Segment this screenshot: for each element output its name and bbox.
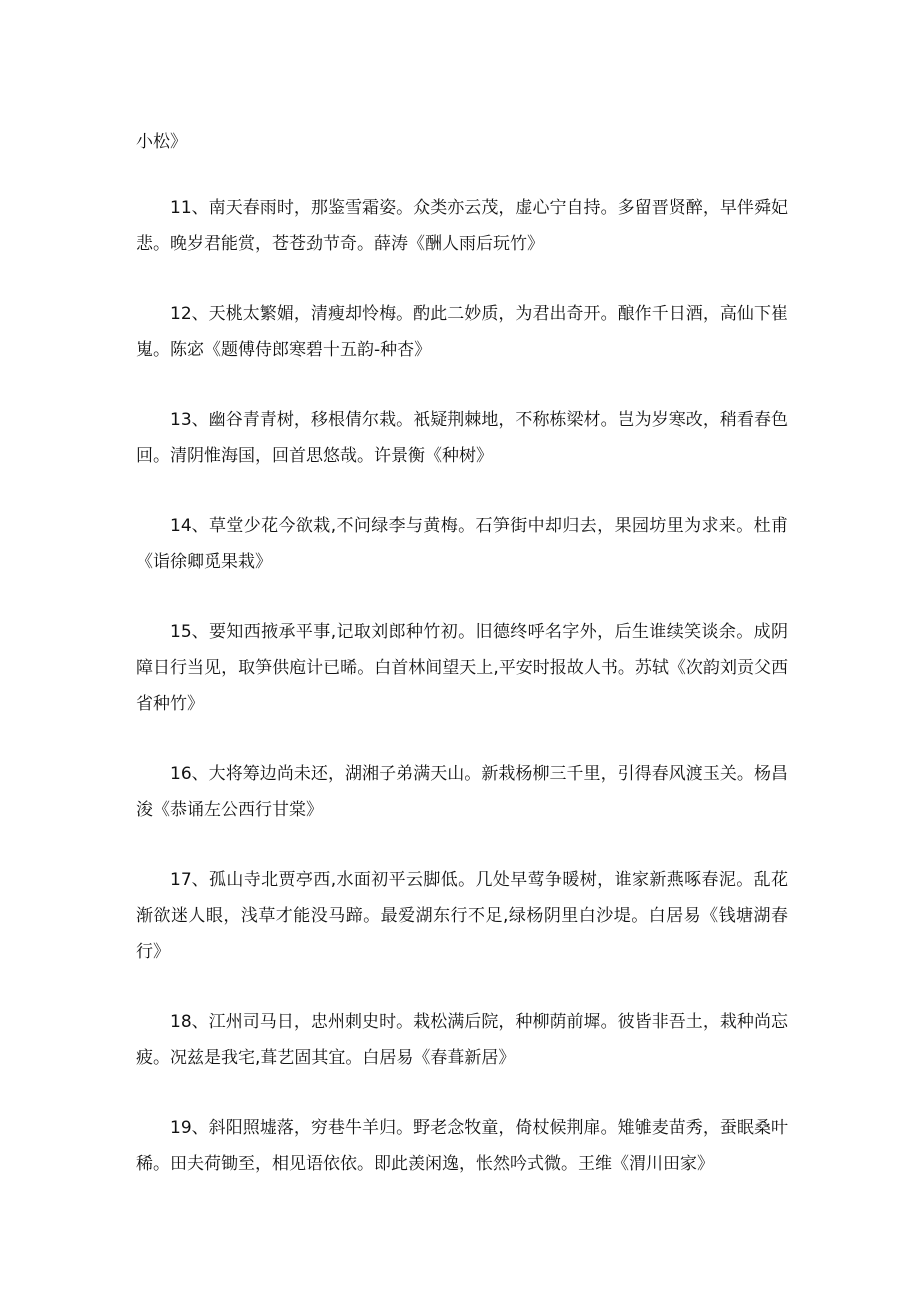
poem-number: 17、 — [170, 870, 209, 890]
document-body — [136, 124, 788, 1216]
poem-text: 江州司马日，忠州刺史时。栽松满后院，种柳荫前墀。彼皆非吾土，栽种尚忘疲。况兹是我宅,葺艺固其宜。白居易《春葺新居》 — [136, 1012, 788, 1068]
poem-text: 大将筹边尚未还，湖湘子弟满天山。新栽杨柳三千里，引得春风渡玉关。杨昌浚《恭诵左公西行甘棠》 — [136, 764, 788, 820]
poem-paragraph-11 — [136, 190, 788, 262]
poem-paragraph-13 — [136, 402, 788, 474]
poem-number: 13、 — [170, 410, 209, 430]
poem-text: 草堂少花今欲栽,不问绿李与黄梅。石笋街中却归去，果园坊里为求来。杜甫《诣徐卿觅果栽》 — [136, 516, 788, 572]
poem-paragraph-15 — [136, 614, 788, 722]
poem-text: 天桃太繁媚，清瘦却怜梅。酌此二妙质，为君出奇开。酿作千日酒，高仙下崔嵬。陈宓《题傅侍郎寒碧十五韵-种杏》 — [136, 304, 788, 360]
poem-paragraph-19 — [136, 1110, 788, 1182]
poem-text: 斜阳照墟落，穷巷牛羊归。野老念牧童，倚杖候荆扉。雉雊麦苗秀，蚕眠桑叶稀。田夫荷锄至，相见语依依。即此羡闲逸，怅然吟式微。王维《渭川田家》 — [136, 1118, 788, 1174]
poem-text: 南天春雨时，那鉴雪霜姿。众类亦云茂，虚心宁自持。多留晋贤醉，早伴舜妃悲。晚岁君能赏，苍苍劲节奇。薛涛《酬人雨后玩竹》 — [136, 198, 788, 254]
poem-number: 12、 — [170, 304, 209, 324]
poem-paragraph-16 — [136, 756, 788, 828]
poem-number: 16、 — [170, 764, 209, 784]
poem-text: 幽谷青青树，移根倩尔栽。衹疑荆棘地，不称栋梁材。岂为岁寒改，稍看春色回。清阴惟海国，回首思悠哉。许景衡《种树》 — [136, 410, 788, 466]
poem-paragraph-18 — [136, 1004, 788, 1076]
poem-text: 孤山寺北贾亭西,水面初平云脚低。几处早莺争暖树，谁家新燕啄春泥。乱花渐欲迷人眼，浅草才能没马蹄。最爱湖东行不足,绿杨阴里白沙堤。白居易《钱塘湖春行》 — [136, 870, 788, 962]
poem-number: 15、 — [170, 622, 209, 642]
poem-paragraph-17 — [136, 862, 788, 970]
poem-number: 14、 — [170, 516, 209, 536]
continuation-line: 小松》 — [136, 132, 187, 152]
poem-paragraph-14 — [136, 508, 788, 580]
poem-text: 要知西掖承平事,记取刘郎种竹初。旧德终呼名字外，后生谁续笑谈余。成阴障日行当见，取笋供庖计已晞。白首林间望天上,平安时报故人书。苏轼《次韵刘贡父西省种竹》 — [136, 622, 788, 714]
poem-number: 11、 — [170, 198, 209, 218]
poem-paragraph-12 — [136, 296, 788, 368]
poem-number: 18、 — [170, 1012, 209, 1032]
poem-number: 19、 — [170, 1118, 209, 1138]
